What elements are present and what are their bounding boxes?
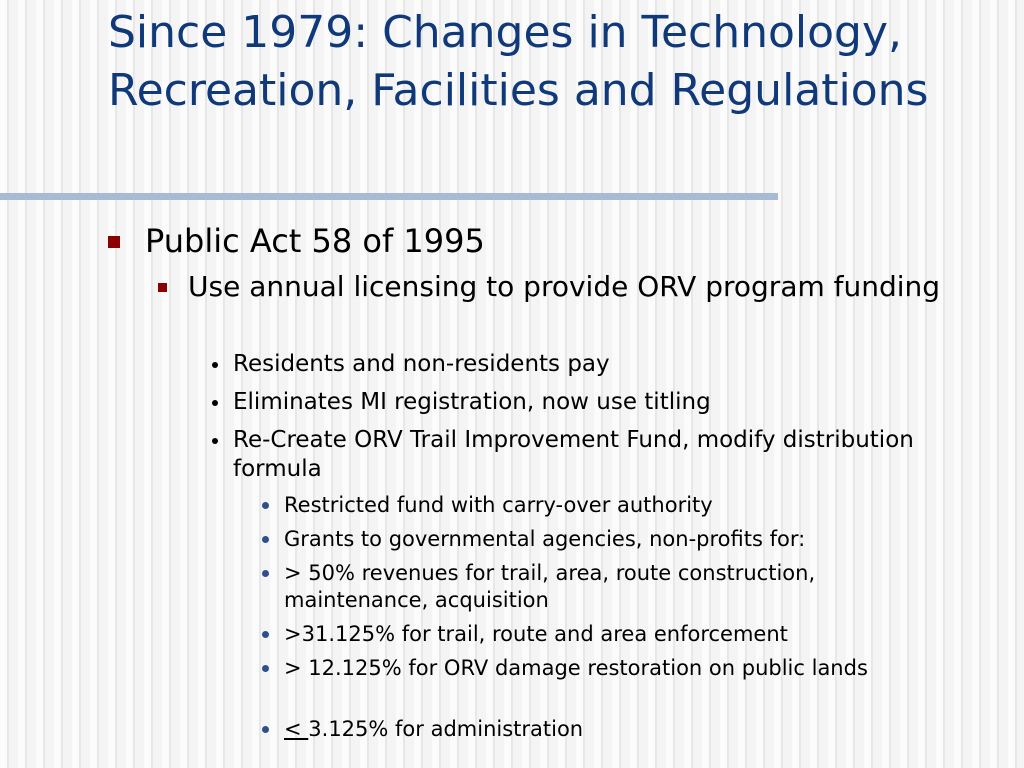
bullet-text: Re-Create ORV Trail Improvement Fund, modify distribution formula [233, 427, 914, 482]
bullet-text: > 12.125% for ORV damage restoration on public lands [284, 656, 868, 680]
bullet-level4-construction [262, 560, 962, 614]
bullet-text: > 50% revenues for trail, area, route construction, maintenance, acquisition [284, 561, 816, 612]
bullet-text [284, 716, 583, 743]
round-bullet-icon [212, 362, 218, 368]
square-bullet-icon [158, 283, 167, 292]
bullet-text: Grants to governmental agencies, non-profits for: [284, 527, 806, 551]
bullet-level2-licensing [158, 270, 988, 304]
round-bullet-icon [212, 438, 218, 444]
bullet-level4-administration [262, 716, 962, 743]
round-bullet-icon [262, 536, 269, 543]
bullet-text: Restricted fund with carry-over authority [284, 493, 713, 517]
round-bullet-icon [212, 400, 218, 406]
administration-text: 3.125% for administration [308, 717, 584, 741]
bullet-text: >31.125% for trail, route and area enforcement [284, 622, 788, 646]
square-bullet-icon [108, 236, 120, 248]
bullet-level3-registration [212, 388, 982, 417]
bullet-text: Use annual licensing to provide ORV program funding [188, 270, 941, 303]
bullet-text: Eliminates MI registration, now use titling [233, 389, 711, 415]
bullet-text: Public Act 58 of 1995 [145, 222, 485, 260]
bullet-level4-restricted-fund [262, 492, 962, 519]
round-bullet-icon [262, 665, 269, 672]
round-bullet-icon [262, 726, 269, 733]
less-than-symbol: < [284, 717, 309, 741]
bullet-level4-grants [262, 526, 962, 553]
round-bullet-icon [262, 631, 269, 638]
bullet-level4-enforcement [262, 621, 962, 648]
bullet-level1-public-act [108, 221, 988, 261]
slide-title: Since 1979: Changes in Technology, Recreation, Facilities and Regulations [108, 7, 929, 116]
bullet-level3-trail-fund [212, 426, 982, 484]
round-bullet-icon [262, 502, 269, 509]
bullet-level3-residents [212, 350, 982, 379]
bullet-level4-restoration [262, 655, 962, 682]
bullet-text: Residents and non-residents pay [233, 351, 610, 377]
round-bullet-icon [262, 570, 269, 577]
